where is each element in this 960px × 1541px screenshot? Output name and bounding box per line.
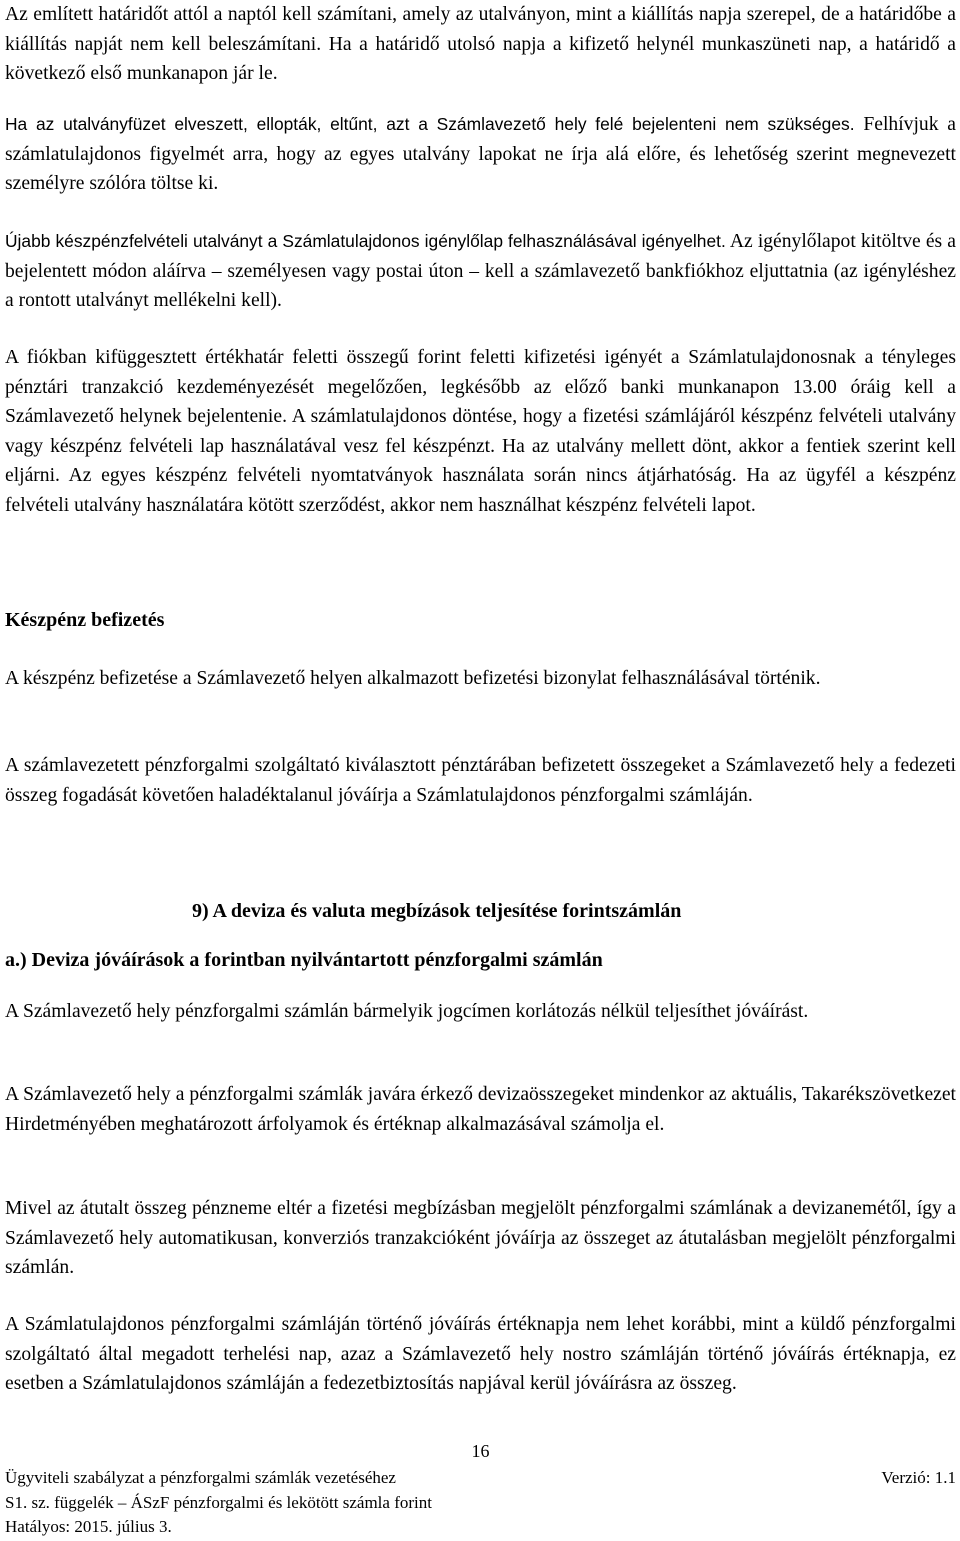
footer-row-3 bbox=[5, 1515, 956, 1540]
paragraph-cash-deposit: A készpénz befizetése a Számlavezető helyen alkalmazott befizetési bizonylat felhasználásával történik. bbox=[5, 668, 821, 689]
footer-effective-date: Hatályos: 2015. július 3. bbox=[5, 1517, 172, 1536]
paragraph-credit-any-title: A Számlavezető hely pénzforgalmi számlán bármelyik jogcímen korlátozás nélkül teljesíthet jóváírást. bbox=[5, 1001, 809, 1022]
footer-appendix: S1. sz. függelék – ÁSzF pénzforgalmi és lekötött számla forint bbox=[5, 1492, 432, 1512]
paragraph-deadline: Az említett határidőt attól a naptól kell számítani, amely az utalványon, mint a kiállítás napja szerepel, de a határidőbe a kiállítás napját nem kell beleszámítani. Ha a határidő utolsó napja a kifizető helynél munkaszüneti nap, a határidő a következő első munkanapon jár le. bbox=[5, 4, 956, 85]
lost-booklet-notice: Ha az utalványfüzet elveszett, ellopták, eltűnt, azt a Számlavezető hely felé bejelenteni nem szükséges. bbox=[5, 114, 855, 134]
page-footer bbox=[5, 1466, 956, 1540]
request-form-instructions: Az igénylőlapot kitöltve és a bejelentett módon aláírva – személyesen vagy postai úton – kell a számlavezető bankfiókhoz eljuttatnia (az igényléshez a rontott utalványt mellékelni kell). bbox=[5, 231, 957, 312]
page-number: 16 bbox=[471, 1441, 490, 1461]
heading-section-9: 9) A deviza és valuta megbízások teljesítése forintszámlán bbox=[192, 900, 682, 922]
footer-row-1 bbox=[5, 1466, 956, 1491]
footer-version: Verzió: 1.1 bbox=[881, 1468, 956, 1487]
heading-subsection-a: a.) Deviza jóváírások a forintban nyilvántartott pénzforgalmi számlán bbox=[5, 949, 603, 971]
footer-document-title: Ügyviteli szabályzat a pénzforgalmi számlák vezetéséhez bbox=[5, 1468, 396, 1487]
paragraph-withdrawal-limit: A fiókban kifüggesztett értékhatár feletti összegű forint feletti kifizetési igényét a Számlatulajdonosnak a tényleges pénztári tranzakció kezdeményezését megelőzően, legkésőbb az előző banki munkanapon 13.00 óráig kell a Számlavezető helynek bejelentenie. A számlatulajdonos döntése, hogy a fizetési számlájáról készpénz felvételi utalvány vagy készpénz felvételi lap használatával vesz fel készpénzt. Ha az utalvány mellett dönt, akkor a fentiek szerint kell eljárni. Az egyes készpénz felvételi nyomtatványok használata során nincs átjárhatóság. Ha az ügyfél a készpénz felvételi utalvány használatára kötött szerződést, akkor nem használhat készpénz felvételi lapot. bbox=[5, 347, 956, 516]
paragraph-deposit-credit: A számlavezetett pénzforgalmi szolgáltató kiválasztott pénztárában befizetett összegeket a Számlavezető hely a fedezeti összeg fogadását követően haladéktalanul jóváírja a Számlatulajdonos pénzforgalmi számláján. bbox=[5, 755, 956, 806]
footer-row-2 bbox=[5, 1491, 956, 1516]
paragraph-exchange-rates: A Számlavezető hely a pénzforgalmi számlák javára érkező devizaösszegeket mindenkor az aktuális, Takarékszövetkezet Hirdetményében meghatározott árfolyamok és értéknap alkalmazásával számolja el. bbox=[5, 1084, 956, 1135]
paragraph-value-date: A Számlatulajdonos pénzforgalmi számláján történő jóváírás értéknapja nem lehet korábbi, mint a küldő pénzforgalmi szolgáltató által megadott terhelési nap, azaz a Számlavezető hely nostro számláján történő jóváírás értéknapja, ez esetben a Számlatulajdonos számláján a fedezetbiztosítás napjával kerül jóváírásra az összeg. bbox=[5, 1314, 956, 1395]
paragraph-lost-booklet bbox=[5, 110, 956, 199]
signature-warning: Felhívjuk a számlatulajdonos figyelmét arra, hogy az egyes utalvány lapokat ne írja alá előre, és lehetőség szerint megnevezett személyre szólóra töltse ki. bbox=[5, 114, 957, 195]
heading-cash-deposit: Készpénz befizetés bbox=[5, 609, 165, 631]
paragraph-new-voucher bbox=[5, 227, 956, 316]
paragraph-conversion: Mivel az átutalt összeg pénzneme eltér a fizetési megbízásban megjelölt pénzforgalmi számlának a devizanemétől, így a Számlavezető hely automatikusan, konverziós tranzakcióként jóváírja az összeget az átutalásban megjelölt pénzforgalmi számlán. bbox=[5, 1198, 956, 1279]
new-voucher-notice: Újabb készpénzfelvételi utalványt a Számlatulajdonos igénylőlap felhasználásával igényelhet. bbox=[5, 231, 726, 251]
